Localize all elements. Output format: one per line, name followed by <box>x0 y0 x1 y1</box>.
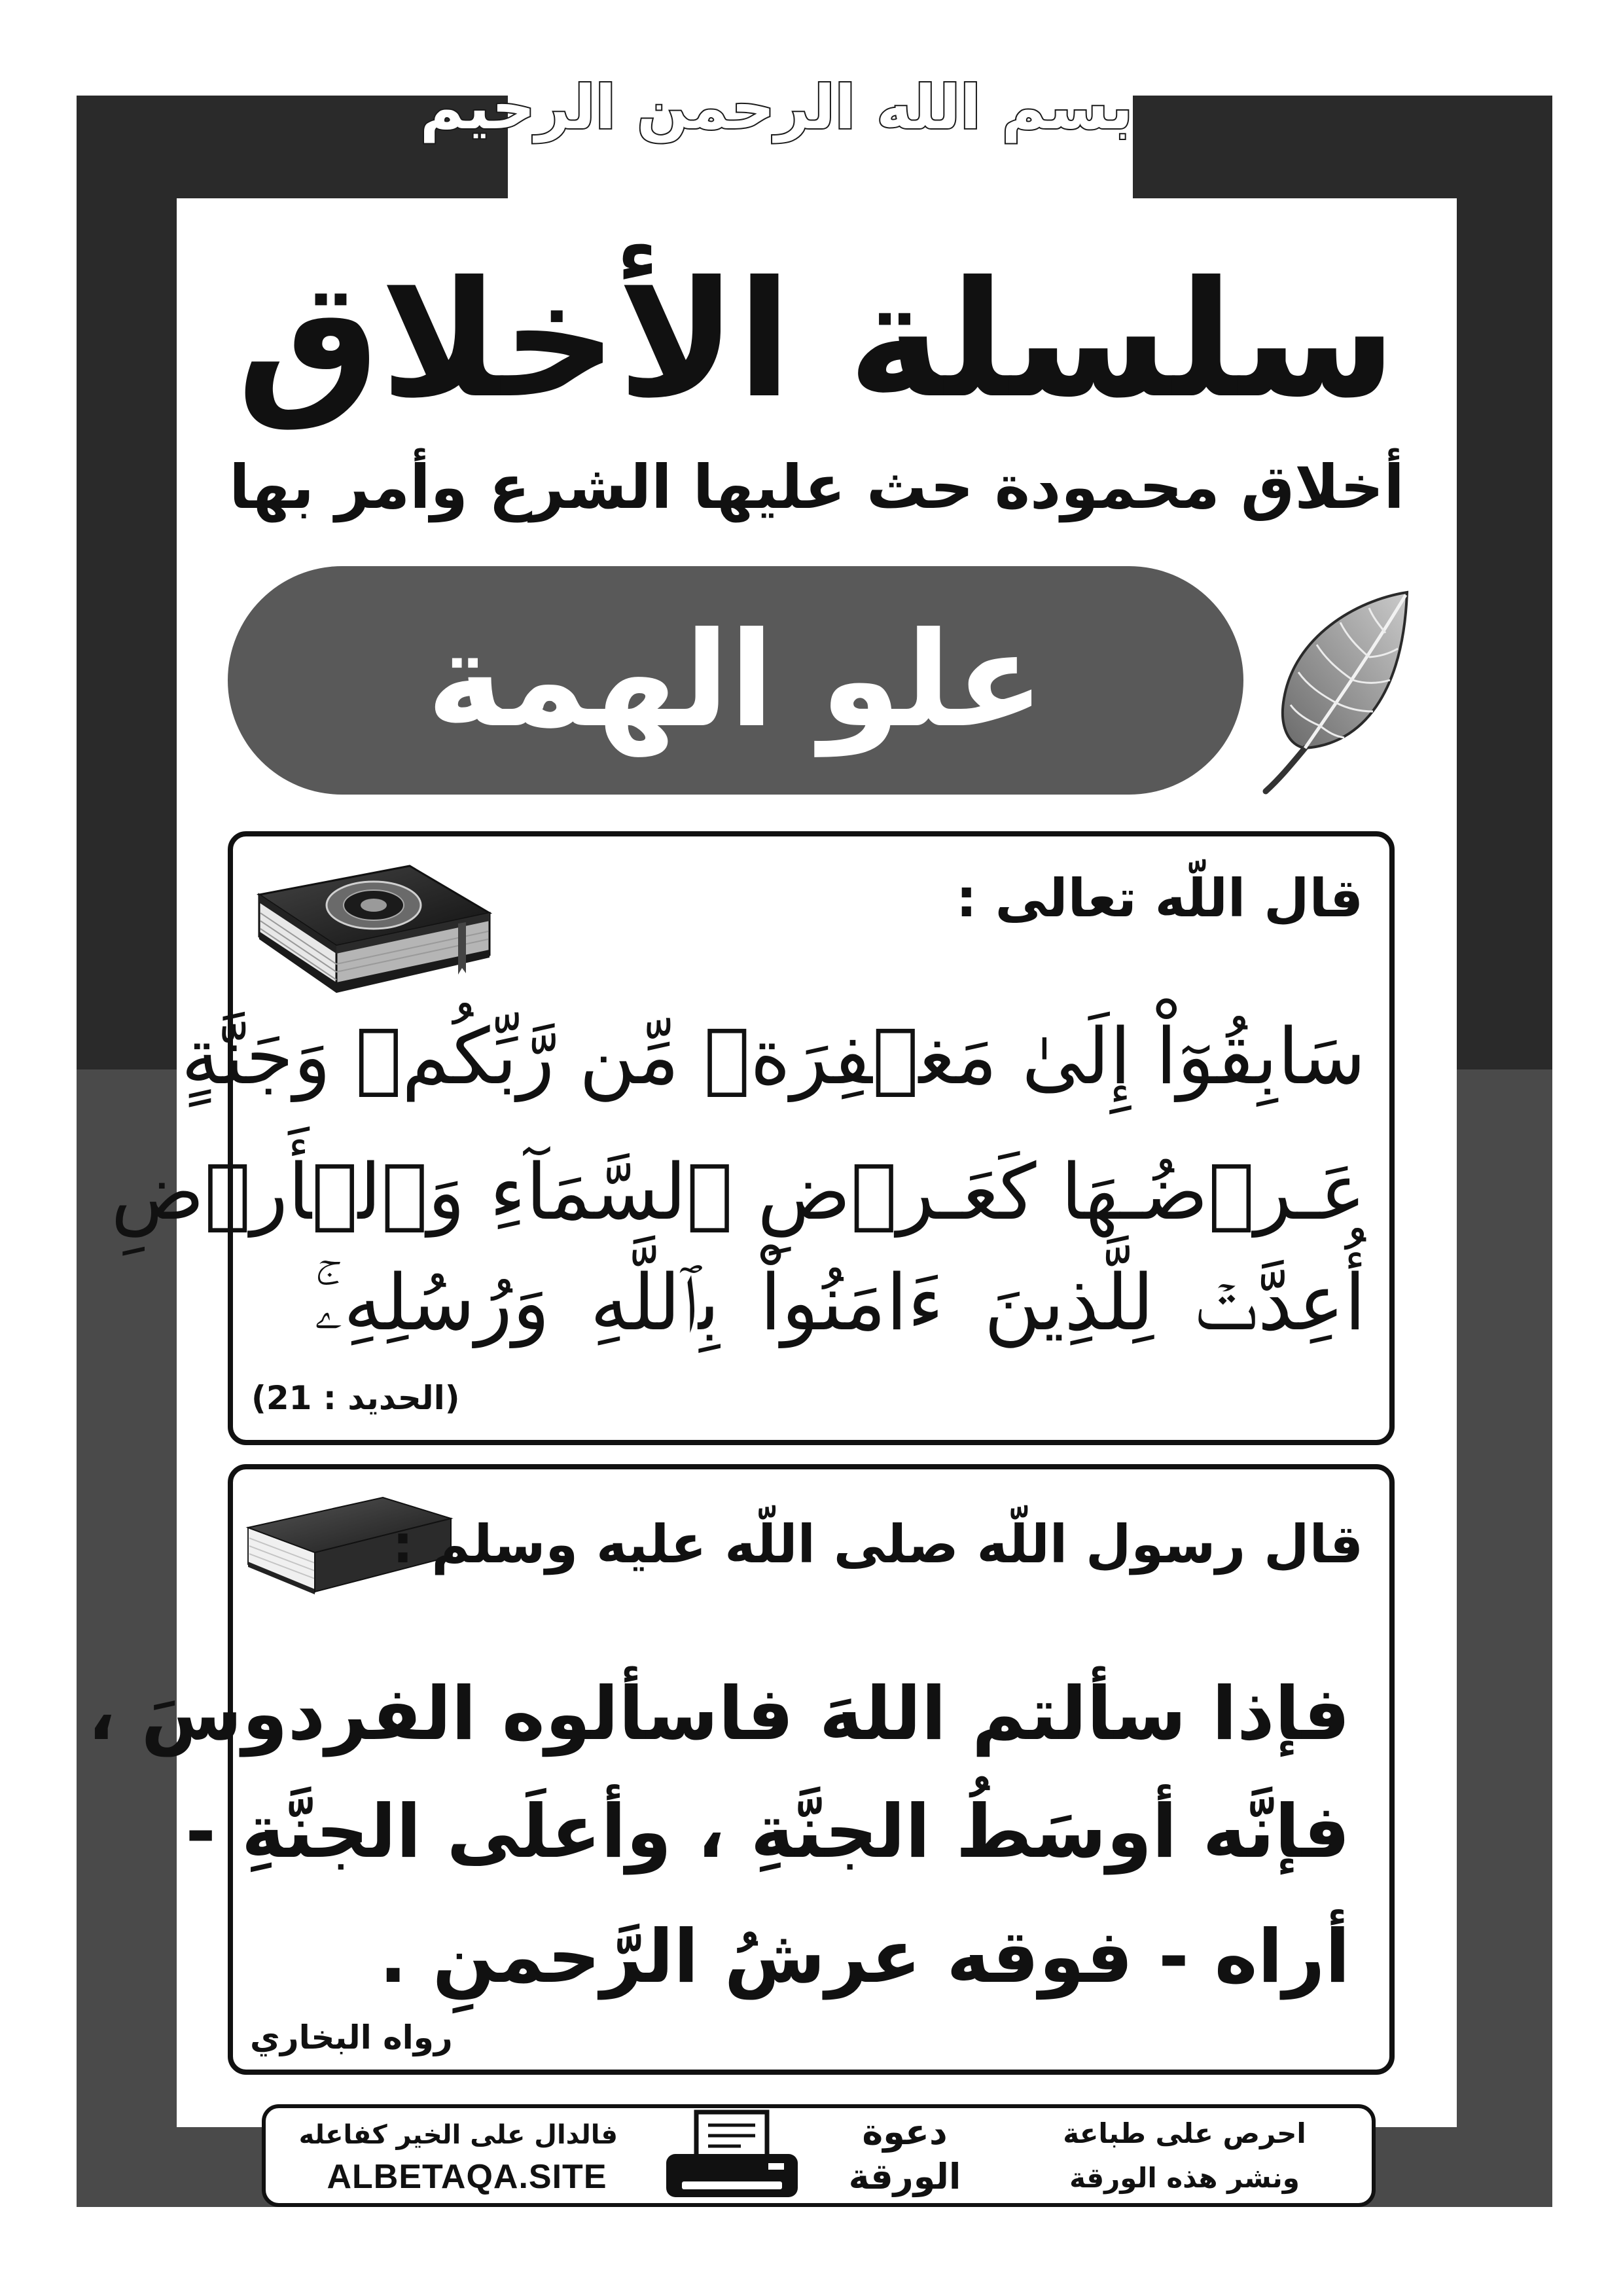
verse-line: عَـرۡضُـهَا كَعَـرۡضِ ٱلسَّمَآءِ وَٱلۡأَرۡضِ <box>111 1147 1366 1237</box>
topic-label: علو الهمة <box>426 604 1045 757</box>
hadith-source: رواه البخاري <box>250 2018 453 2056</box>
dawa-logo <box>838 2111 971 2200</box>
leaf-icon <box>1258 588 1412 795</box>
hadith-line: فإنَّه أوسَطُ الجنَّةِ ، وأعلَى الجنَّةِ - <box>185 1789 1350 1874</box>
page-subtitle: أخلاق محمودة حث عليها الشرع وأمر بها <box>229 452 1404 522</box>
topic-banner <box>228 566 1243 795</box>
quran-intro: قال اللّه تعالى : <box>955 868 1363 929</box>
quran-book-icon <box>250 861 493 1001</box>
verse-reference: (الحديد : 21) <box>251 1379 460 1417</box>
print-call-to-action: احرص على طباعة <box>1063 2117 1306 2149</box>
site-name: ALBETAQA.SITE <box>327 2158 607 2196</box>
print-call-to-action: ونشر هذه الورقة <box>1069 2162 1300 2194</box>
hadith-card <box>88 1464 1395 2075</box>
basmala-calligraphy: بسم الله الرحمن الرحيم <box>419 73 1133 143</box>
page-title: سلسلة الأخلاق <box>236 247 1397 433</box>
footer-bar <box>262 2104 1376 2207</box>
footer-motto: فالدال على الخير كفاعله <box>298 2120 618 2150</box>
printer-icon <box>662 2108 802 2203</box>
verse-line: سَابِقُوٓاْ إِلَىٰ مَغۡفِرَةٖ مِّن رَّبِّكُمۡ وَجَنَّةٍ <box>181 1011 1366 1102</box>
quran-card <box>111 831 1395 1445</box>
logo-line: الورقة <box>848 2156 961 2197</box>
hadith-intro: قال رسول اللّه صلى اللّه عليه وسلم : <box>392 1514 1363 1575</box>
hadith-line: أراه - فوقه عرشُ الرَّحمنِ . <box>379 1914 1350 2000</box>
logo-line: دعوة <box>862 2111 948 2153</box>
hadith-line: فإذا سألتم اللهَ فاسألوه الفردوسَ ، <box>88 1672 1350 1757</box>
verse-line: أُعِدَّتۡ لِلَّذِينَ ءَامَنُواْ بِٱللَّهِ وَرُسُلِهِۦۚ <box>314 1257 1366 1348</box>
